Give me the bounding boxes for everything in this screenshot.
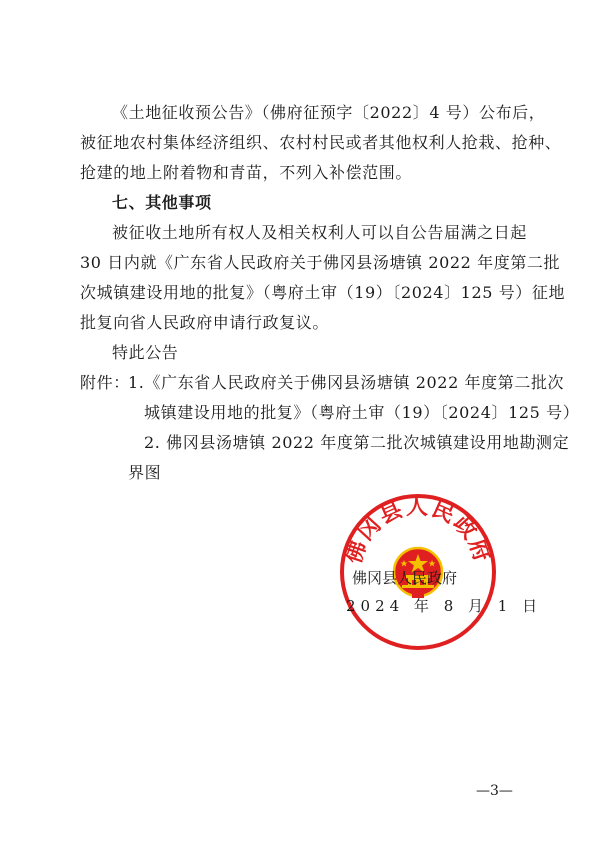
section-7-line-4: 批复向省人民政府申请行政复议。	[80, 313, 330, 332]
section-7-line-1: 被征收土地所有权人及相关权利人可以自公告届满之日起	[112, 223, 528, 242]
seal-text: 佛冈县人民政府	[341, 495, 495, 567]
attachments-label: 附件：	[80, 373, 130, 392]
paragraph-1-line-2: 被征地农村集体经济组织、农村村民或者其他权利人抢栽、抢种、	[80, 133, 562, 152]
closing-text: 特此公告	[112, 343, 179, 362]
paragraph-1-line-3: 抢建的地上附着物和青苗，不列入补偿范围。	[80, 163, 413, 182]
attachment-1-line-2: 城镇建设用地的批复》（粤府土审（19）〔2024〕125 号）	[144, 403, 580, 422]
issue-date: 2024 年 8 月 1 日	[346, 597, 543, 615]
attachment-2-line-1: 2. 佛冈县汤塘镇 2022 年度第二批次城镇建设用地勘测定	[144, 433, 570, 452]
issuer-name: 佛冈县人民政府	[352, 569, 458, 587]
section-7-heading: 七、其他事项	[112, 193, 212, 212]
section-7-line-2: 30 日内就《广东省人民政府关于佛冈县汤塘镇 2022 年度第二批	[80, 253, 561, 272]
section-7-line-3: 次城镇建设用地的批复》（粤府土审（19）〔2024〕125 号）征地	[80, 283, 566, 302]
attachment-2-line-2: 界图	[128, 463, 162, 482]
page-number: —3—	[476, 783, 513, 799]
paragraph-1-line-1: 《土地征收预公告》（佛府征预字〔2022〕4 号）公布后，	[112, 103, 546, 122]
attachment-1-line-1: 1.《广东省人民政府关于佛冈县汤塘镇 2022 年度第二批次	[128, 373, 565, 392]
